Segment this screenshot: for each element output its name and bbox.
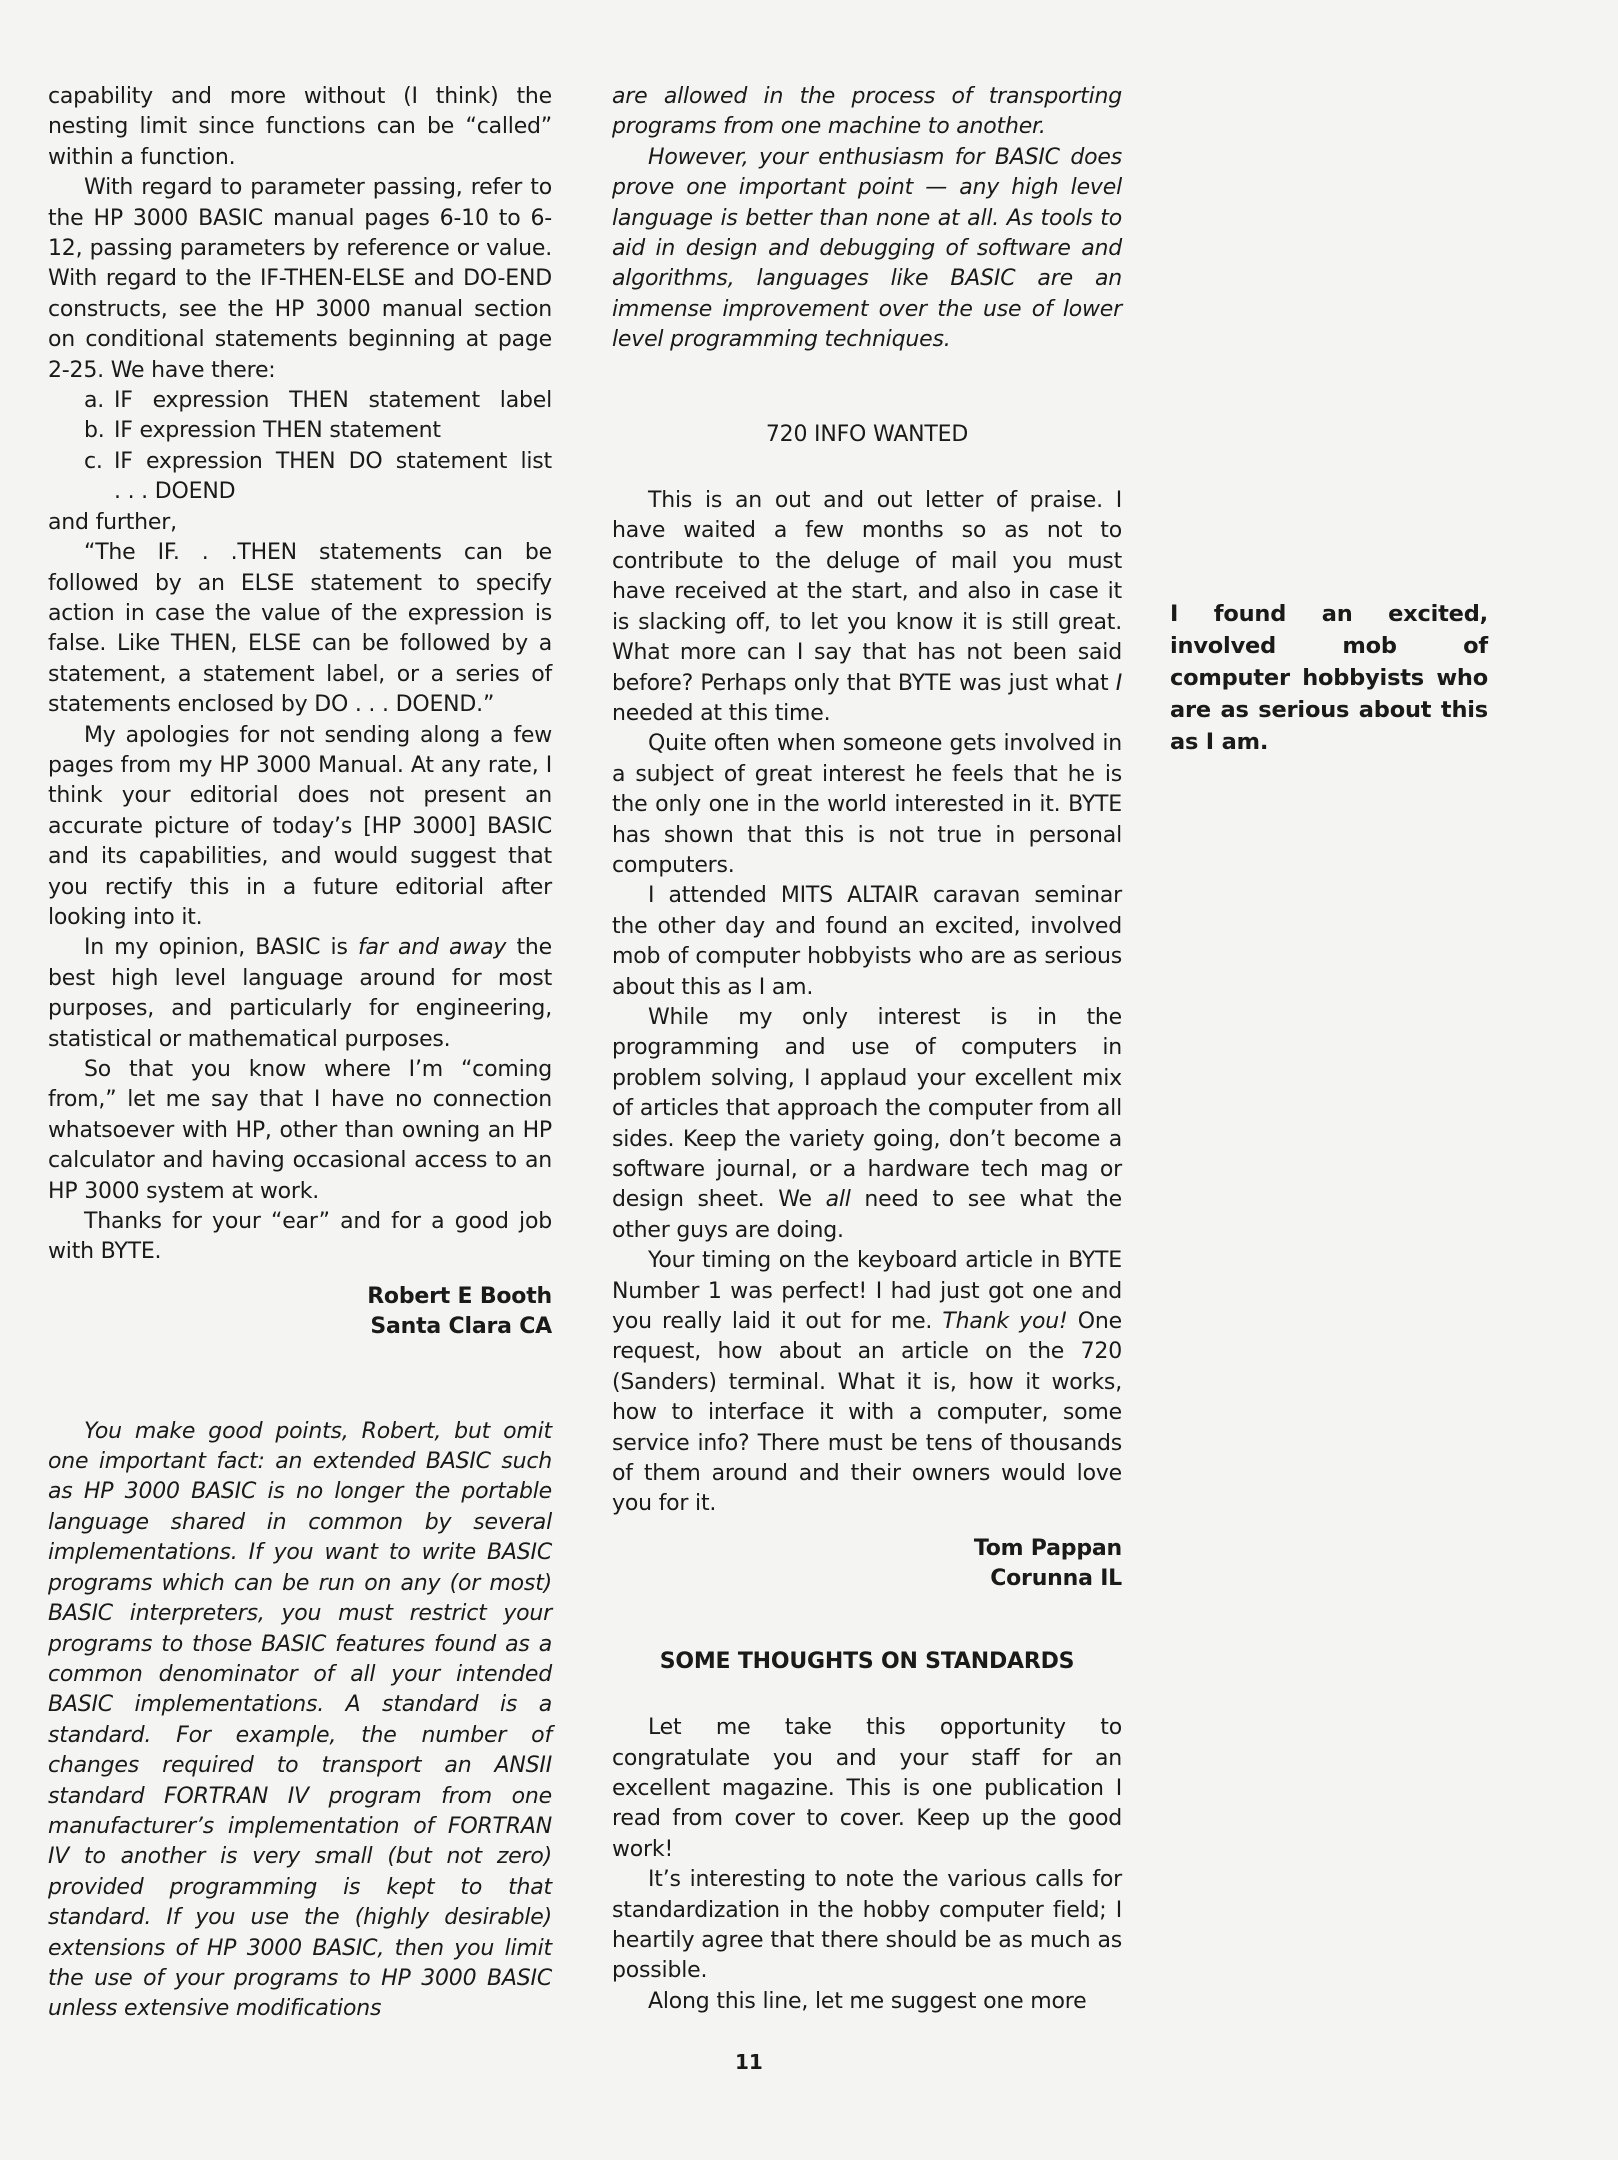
praise-paragraph [612, 486, 1122, 729]
praise-text-end: needed at this time. [612, 700, 831, 726]
heading-standards: SOME THOUGHTS ON STANDARDS [659, 1648, 1075, 1674]
praise-text: This is an out and out letter of praise. I have waited a few months so as not to contribute to the deluge of mail you must have received at the start, and also in case it is slacking off, to let you know it is still great. What more can I say that has not been said before? Perhaps only that BYTE was just what [612, 488, 1122, 696]
left-column [48, 82, 552, 2025]
variety-paragraph [612, 1003, 1122, 1246]
list-item-text: IF expression THEN DO statement list [114, 448, 552, 474]
congratulate-paragraph: Let me take this opportunity to congratulate you and your staff for an excellent magazine. This is one publication I read from cover to cover. Keep up the good work! [612, 1715, 1122, 1862]
heading-720-info-wanted: 720 INFO WANTED [765, 421, 969, 447]
keyboard-paragraph [612, 1246, 1122, 1520]
parameter-passing-paragraph: With regard to parameter passing, refer to the HP 3000 BASIC manual pages 6-10 to 6-12, passing parameters by reference or value. With regard to the IF-THEN-ELSE and DO-END constructs, see the HP 3000 manual section on conditional statements beginning at page 2-25. We have there: [48, 175, 552, 383]
opinion-paragraph [48, 933, 552, 1055]
if-statement-list [48, 386, 552, 477]
sidebar [1170, 598, 1488, 758]
after-list-text: and further, [48, 509, 177, 535]
variety-text-end: need to see what the other guys are doing. [612, 1187, 1123, 1243]
signature-name: Robert E Booth [367, 1283, 552, 1309]
pull-quote: I found an excited, involved mob of computer hobbyists who are as serious about this as I am. [1170, 601, 1488, 755]
altair-paragraph: I attended MITS ALTAIR caravan seminar the other day and found an excited, involved mob of computer hobbyists who are as serious about this as I am. [612, 883, 1122, 1000]
list-marker: a. [84, 388, 105, 414]
list-item-text: IF expression THEN statement [114, 418, 441, 444]
variety-text: While my only interest is in the programming and use of computers in problem solving, I applaud your excellent mix of articles that approach the computer from all sides. Keep the variety going, don’t become a software journal, or a hardware tech mag or design sheet. We [612, 1004, 1122, 1213]
opinion-text-end: the best high level language around for most purposes, and particularly for engineering, statistical or mathematical purposes. [48, 935, 552, 1052]
opinion-text: In my opinion, BASIC is [84, 935, 358, 961]
coming-from-paragraph: So that you know where I’m “coming from,” let me say that I have no connection whatsoever with HP, other than owning an HP calculator and having occasional access to an HP 3000 system at work. [48, 1057, 552, 1204]
editor-reply: You make good points, Robert, but omit one important fact: an extended BASIC such as HP 3000 BASIC is no longer the portable language shared in common by several implementations. If you want to write BASIC programs which can be run on any (or most) BASIC interpreters, you must restrict your programs to those BASIC features found as a common denominator of all your intended BASIC implementations. A standard is a standard. For example, the number of changes required to transport an ANSII standard FORTRAN IV program from one manufacturer’s implementation of FORTRAN IV to another is very small (but not zero) provided programming is kept to that standard. If you use the (highly desirable) extensions of HP 3000 BASIC, then you limit the use of your programs to HP 3000 BASIC unless extensive modifications [48, 1418, 552, 2022]
standardization-paragraph: It’s interesting to note the various calls for standardization in the hobby computer field; I heartily agree that there should be as much as possible. [612, 1867, 1122, 1984]
list-continuation: . . . DOEND [114, 479, 236, 505]
suggestion-paragraph: Along this line, let me suggest one more [648, 1988, 1087, 2014]
middle-column [612, 82, 1122, 2017]
keyboard-text: Your timing on the keyboard article in BYTE Number 1 was perfect! I had just got one and you really laid it out for me. [612, 1248, 1122, 1335]
interest-paragraph: Quite often when someone gets involved in a subject of great interest he feels that he is the only one in the world interested in it. BYTE has shown that this is not true in personal computers. [612, 731, 1122, 878]
thanks-paragraph: Thanks for your “ear” and for a good job with BYTE. [48, 1209, 552, 1265]
signature-location: Santa Clara CA [370, 1314, 552, 1340]
apologies-paragraph: My apologies for not sending along a few pages from my HP 3000 Manual. At any rate, I think your editorial does not present an accurate picture of today’s [HP 3000] BASIC and its capabilities, and would suggest that you rectify this in a future editorial after looking into it. [48, 722, 552, 930]
signature-location: Corunna IL [990, 1566, 1122, 1592]
list-item-text: IF expression THEN statement label [114, 388, 552, 414]
variety-emphasis: all [825, 1187, 851, 1213]
keyboard-text-end: One request, how about an article on the 720 (Sanders) terminal. What it is, how it works, how to interface it with a computer, some service info? There must be tens of thousands of them around and their owners would love you for it. [612, 1309, 1122, 1517]
signature-booth [48, 1282, 552, 1343]
editor-reply-continued: are allowed in the process of transporting programs from one machine to another. [612, 84, 1122, 140]
signature-name: Tom Pappan [973, 1535, 1122, 1561]
list-item [48, 416, 552, 446]
opinion-emphasis: far and away [358, 935, 507, 961]
list-marker: c. [84, 448, 103, 474]
list-item [48, 447, 552, 477]
praise-emphasis: I [1115, 670, 1122, 696]
manual-quote: “The IF. . .THEN statements can be followed by an ELSE statement to specify action in case the value of the expression is false. Like THEN, ELSE can be followed by a statement, a statement label, or a series of statements enclosed by DO . . . DOEND.” [48, 540, 552, 718]
editor-reply-paragraph-2: However, your enthusiasm for BASIC does prove one important point — any high level language is better than none at all. As tools to aid in design and debugging of software and algorithms, languages like BASIC are an immense improvement over the use of lower level programming techniques. [612, 144, 1122, 353]
keyboard-emphasis: Thank you! [942, 1309, 1068, 1335]
signature-pappan [612, 1534, 1122, 1595]
list-marker: b. [84, 418, 105, 444]
letter-continued-text: capability and more without (I think) the nesting limit since functions can be “called” within a function. [48, 84, 552, 170]
page-number: 11 [735, 2050, 763, 2074]
list-item [48, 386, 552, 416]
